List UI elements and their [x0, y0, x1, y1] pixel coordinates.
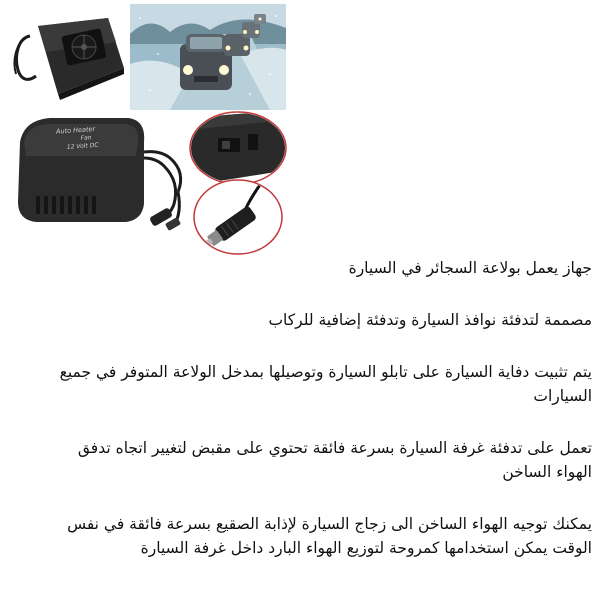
- fan-heater-top-image: [8, 8, 126, 100]
- heater-label-line1: Auto Heater: [55, 124, 96, 136]
- description-line-2: مصممة لتدفئة نوافذ السيارة وتدفئة إضافية للركاب: [268, 311, 592, 329]
- snowy-road-image: [130, 4, 286, 110]
- switch-closeup-image: [188, 110, 288, 186]
- description-line-4: تعمل على تدفئة غرفة السيارة بسرعة فائقة تحتوي على مقبض لتغيير اتجاه تدفق الهواء الساخن: [77, 439, 592, 481]
- car-heater-main-image: [10, 112, 200, 242]
- description-line-3: يتم تثبيت دفاية السيارة على تابلو السيارة وتوصيلها بمدخل الولاعة المتوفر في جميع السيارات: [59, 363, 592, 405]
- heater-label-line3: 12 Volt DC: [66, 141, 99, 151]
- description-line-5: يمكنك توجيه الهواء الساخن الى زجاج السيارة لإذابة الصقيع بسرعة فائقة في نفس الوقت يمكن استخدامها كمروحة لتوزيع الهواء البارد داخل غرفة السيارة: [67, 515, 592, 557]
- product-photo-collage: [0, 0, 600, 262]
- plug-closeup-image: [192, 178, 284, 256]
- description-line-1: جهاز يعمل بولاعة السجائر في السيارة: [348, 259, 592, 277]
- heater-label-line2: Fan: [80, 134, 92, 142]
- product-description: [56, 256, 592, 588]
